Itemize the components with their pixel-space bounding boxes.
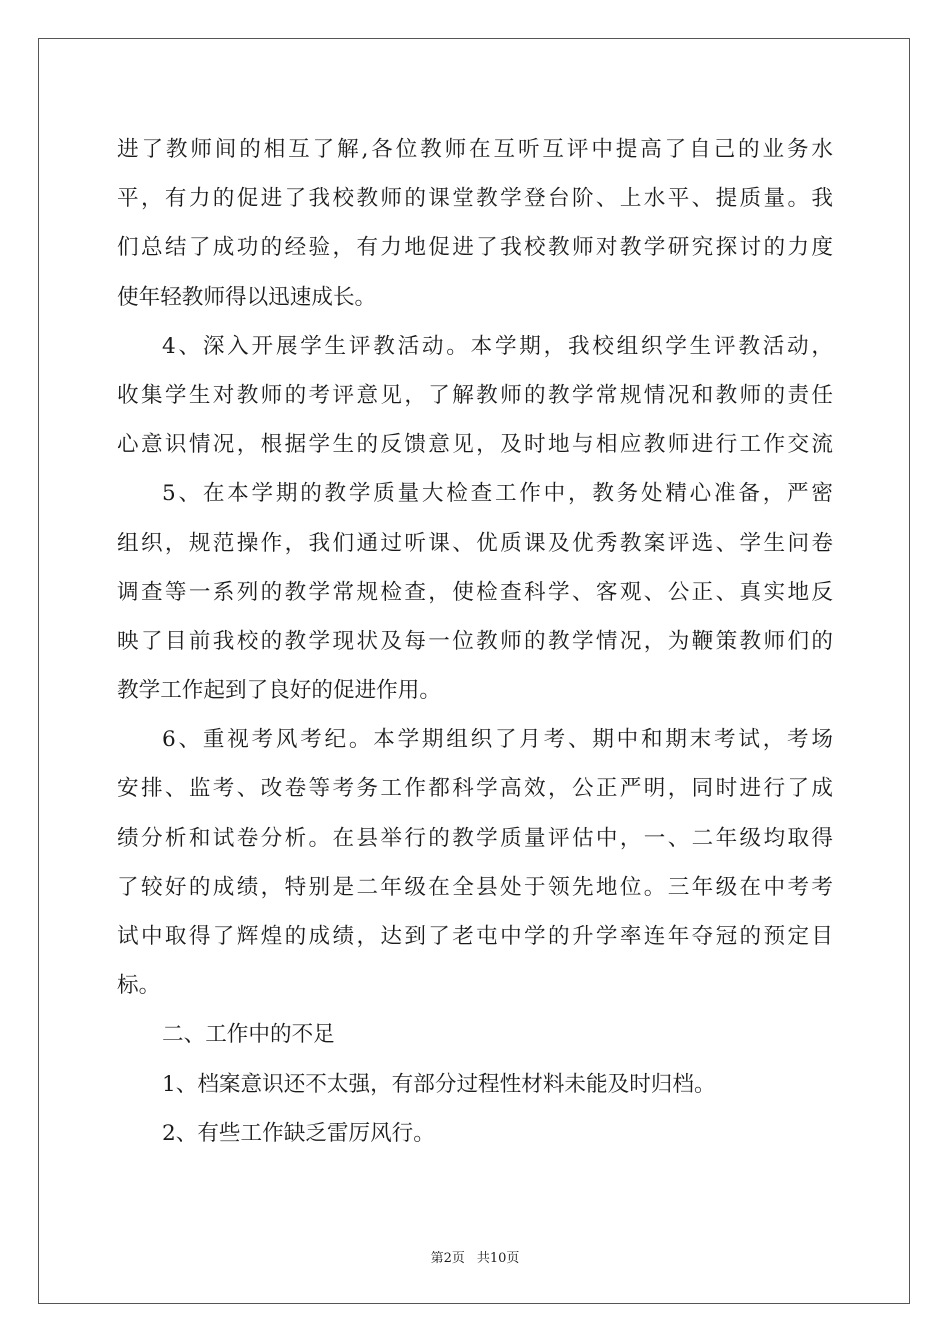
text-line: 绩分析和试卷分析。在县举行的教学质量评估中，一、二年级均取得	[117, 825, 833, 851]
text-line: 4、深入开展学生评教活动。本学期，我校组织学生评教活动，	[162, 333, 833, 359]
text-line: 使年轻教师得以迅速成长。	[117, 284, 377, 310]
text-line: 组织，规范操作，我们通过听课、优质课及优秀教案评选、学生问卷	[117, 530, 833, 556]
page-footer	[0, 1247, 950, 1266]
text-line: 调查等一系列的教学常规检查，使检查科学、客观、公正、真实地反	[117, 579, 833, 605]
text-line: 标。	[117, 973, 161, 999]
text-line: 试中取得了辉煌的成绩，达到了老屯中学的升学率连年夺冠的预定目	[117, 924, 833, 949]
page-number: 第2页	[430, 1251, 465, 1266]
text-line: 6、重视考风考纪。本学期组织了月考、期中和期末考试，考场	[162, 727, 833, 753]
text-line: 进了教师间的相互了解,各位教师在互听互评中提高了自己的业务水	[117, 137, 833, 162]
text-line: 2、有些工作缺乏雷厉风行。	[162, 1120, 435, 1146]
text-line: 1、档案意识还不太强，有部分过程性材料未能及时归档。	[162, 1071, 716, 1097]
text-line: 平，有力的促进了我校教师的课堂教学登台阶、上水平、提质量。我	[117, 186, 833, 212]
document-body	[117, 125, 833, 1158]
text-line: 二、工作中的不足	[162, 1022, 335, 1048]
text-line: 安排、监考、改卷等考务工作都科学高效，公正严明，同时进行了成	[117, 776, 833, 802]
text-line: 们总结了成功的经验，有力地促进了我校教师对教学研究探讨的力度	[117, 235, 833, 261]
text-line: 心意识情况，根据学生的反馈意见，及时地与相应教师进行工作交流	[117, 432, 833, 458]
text-line: 映了目前我校的教学现状及每一位教师的教学情况，为鞭策教师们的	[117, 628, 833, 654]
text-line: 5、在本学期的教学质量大检查工作中，教务处精心准备，严密	[162, 481, 833, 507]
text-line: 了较好的成绩，特别是二年级在全县处于领先地位。三年级在中考考	[117, 874, 833, 900]
page-total: 共10页	[476, 1251, 520, 1266]
text-line: 收集学生对教师的考评意见，了解教师的教学常规情况和教师的责任	[117, 382, 833, 408]
text-line: 教学工作起到了良好的促进作用。	[117, 678, 441, 704]
